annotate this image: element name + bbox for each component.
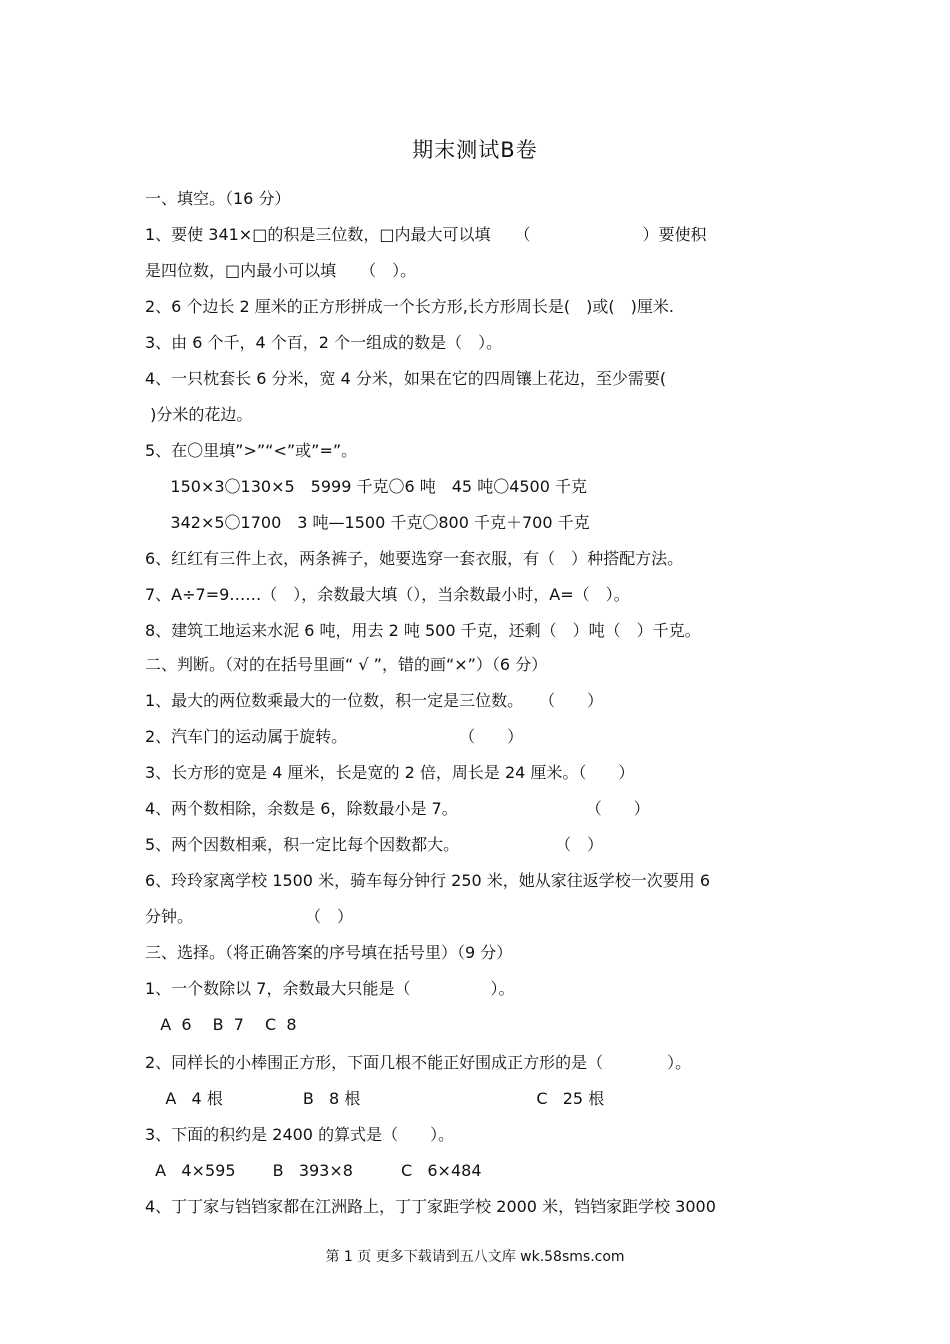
question-line: 6、红红有三件上衣，两条裤子，她要选穿一套衣服，有（ ）种搭配方法。 bbox=[145, 549, 684, 568]
question-line: 2、6 个边长 2 厘米的正方形拼成一个长方形,长方形周长是( )或( )厘米. bbox=[145, 297, 674, 316]
question-line: 6、玲玲家离学校 1500 米，骑车每分钟行 250 米，她从家往返学校一次要用 6 bbox=[145, 871, 711, 890]
question-line: 4、一只枕套长 6 分米，宽 4 分米，如果在它的四周镶上花边，至少需要( bbox=[145, 369, 667, 388]
question-line: 342×5〇1700 3 吨—1500 千克〇800 千克＋700 千克 bbox=[145, 513, 590, 532]
question-line: 分钟。 （ ） bbox=[145, 907, 354, 926]
section-heading-choice: 三、选择。（将正确答案的序号填在括号里）（9 分） bbox=[145, 943, 513, 962]
question-line: 5、两个因数相乘，积一定比每个因数都大。 （ ） bbox=[145, 835, 604, 854]
question-line: 2、同样长的小棒围正方形，下面几根不能正好围成正方形的是（ ）。 bbox=[145, 1053, 692, 1072]
question-line: 2、汽车门的运动属于旋转。 （ ） bbox=[145, 727, 524, 746]
question-line: 4、两个数相除，余数是 6，除数最小是 7。 （ ） bbox=[145, 799, 650, 818]
question-line: 7、A÷7=9……（ ），余数最大填（），当余数最小时，A=（ ）。 bbox=[145, 585, 630, 604]
options-line: A 4 根 B 8 根 C 25 根 bbox=[145, 1089, 605, 1108]
page-footer: 第 1 页 更多下载请到五八文库 wk.58sms.com bbox=[325, 1249, 625, 1265]
question-line: 8、建筑工地运来水泥 6 吨，用去 2 吨 500 千克，还剩（ ）吨（ ）千克。 bbox=[145, 621, 701, 640]
question-line: 3、下面的积约是 2400 的算式是（ ）。 bbox=[145, 1125, 455, 1144]
section-heading-fill-blank: 一、填空。（16 分） bbox=[145, 189, 291, 208]
question-line: 150×3〇130×5 5999 千克〇6 吨 45 吨〇4500 千克 bbox=[145, 477, 588, 496]
question-line: 1、要使 341×□的积是三位数，□内最大可以填 （ ）要使积 bbox=[145, 225, 707, 244]
options-line: A 6 B 7 C 8 bbox=[145, 1015, 297, 1034]
question-line: 3、由 6 个千，4 个百，2 个一组成的数是（ ）。 bbox=[145, 333, 503, 352]
question-line: 5、在〇里填”>”“<”或”=”。 bbox=[145, 441, 358, 460]
question-line: 1、最大的两位数乘最大的一位数，积一定是三位数。 （ ） bbox=[145, 691, 604, 710]
question-line: 4、丁丁家与铛铛家都在江洲路上，丁丁家距学校 2000 米，铛铛家距学校 3000 bbox=[145, 1197, 716, 1216]
document-title: 期末测试B卷 bbox=[412, 138, 538, 162]
question-line: 3、长方形的宽是 4 厘米，长是宽的 2 倍，周长是 24 厘米。（ ） bbox=[145, 763, 635, 782]
question-line: )分米的花边。 bbox=[145, 405, 253, 424]
options-line: A 4×595 B 393×8 C 6×484 bbox=[145, 1161, 482, 1180]
question-line: 是四位数，□内最小可以填 （ ）。 bbox=[145, 261, 417, 280]
question-line: 1、一个数除以 7，余数最大只能是（ ）。 bbox=[145, 979, 515, 998]
section-heading-true-false: 二、判断。（对的在括号里画“ √ ”，错的画“×”）（6 分） bbox=[145, 655, 548, 674]
